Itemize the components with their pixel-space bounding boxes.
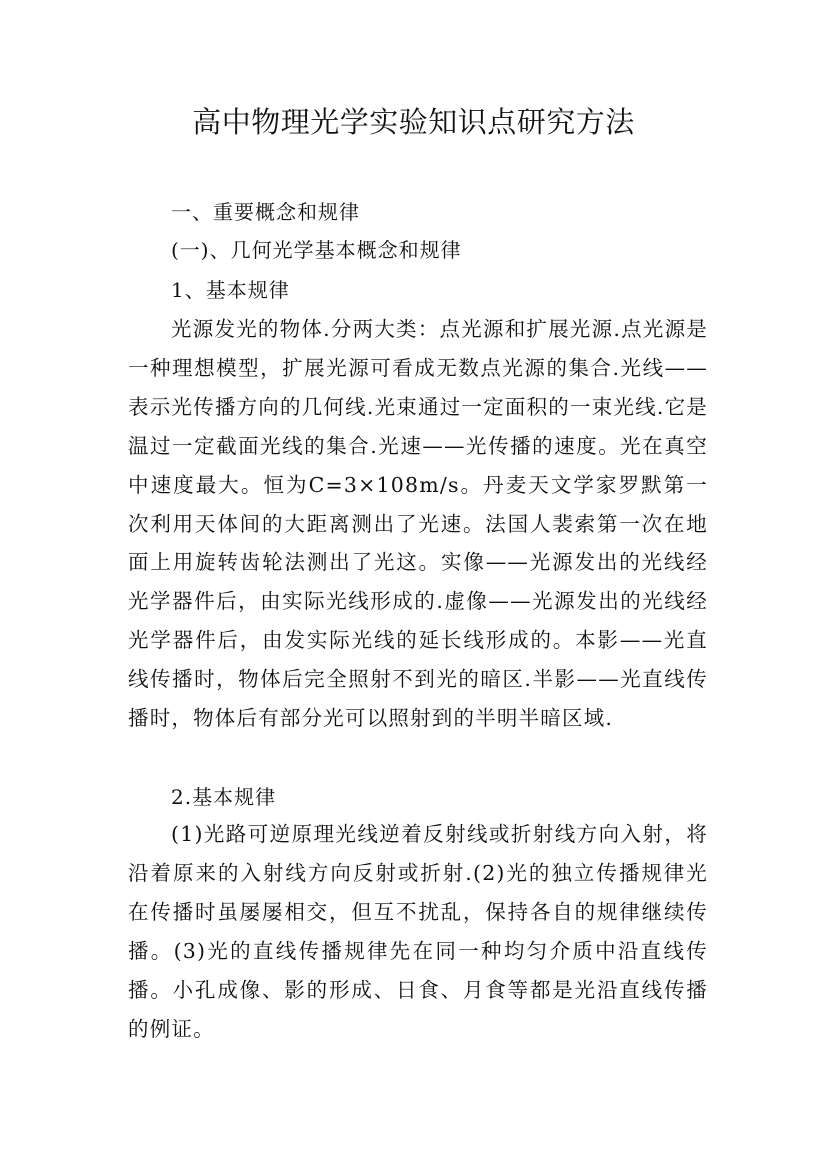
body-paragraph: (1)光路可逆原理光线逆着反射线或折射线方向入射，将沿着原来的入射线方向反射或折射.(2)光的独立传播规律光在传播时虽屡屡相交，但互不扰乱，保持各自的规律继续传播。(3)光的直线传播规律先在同一种均匀介质中沿直线传播。小孔成像、影的形成、日食、月食等都是光沿直线传播的例证。: [128, 822, 708, 1041]
section-heading: 一、重要概念和规律: [171, 200, 360, 224]
item-heading-basic-rules: 1、基本规律: [171, 278, 290, 302]
subsection-heading: (一)、几何光学基本概念和规律: [171, 238, 462, 262]
item-heading-basic-laws: 2.基本规律: [171, 785, 277, 809]
body-paragraph: 光源发光的物体.分两大类：点光源和扩展光源.点光源是一种理想模型，扩展光源可看成无数点光源的集合.光线——表示光传播方向的几何线.光束通过一定面积的一束光线.它是温过一定截面光线的集合.光速——光传播的速度。光在真空中速度最大。恒为C=3×108m/s。丹麦天文学家罗默第一次利用天体间的大距离测出了光速。法国人裴索第一次在地面上用旋转齿轮法测出了光这。实像——光源发出的光线经光学器件后，由实际光线形成的.虚像——光源发出的光线经光学器件后，由发实际光线的延长线形成的。本影——光直线传播时，物体后完全照射不到光的暗区.半影——光直线传播时，物体后有部分光可以照射到的半明半暗区域.: [128, 317, 708, 731]
document-title: 高中物理光学实验知识点研究方法: [192, 105, 635, 139]
